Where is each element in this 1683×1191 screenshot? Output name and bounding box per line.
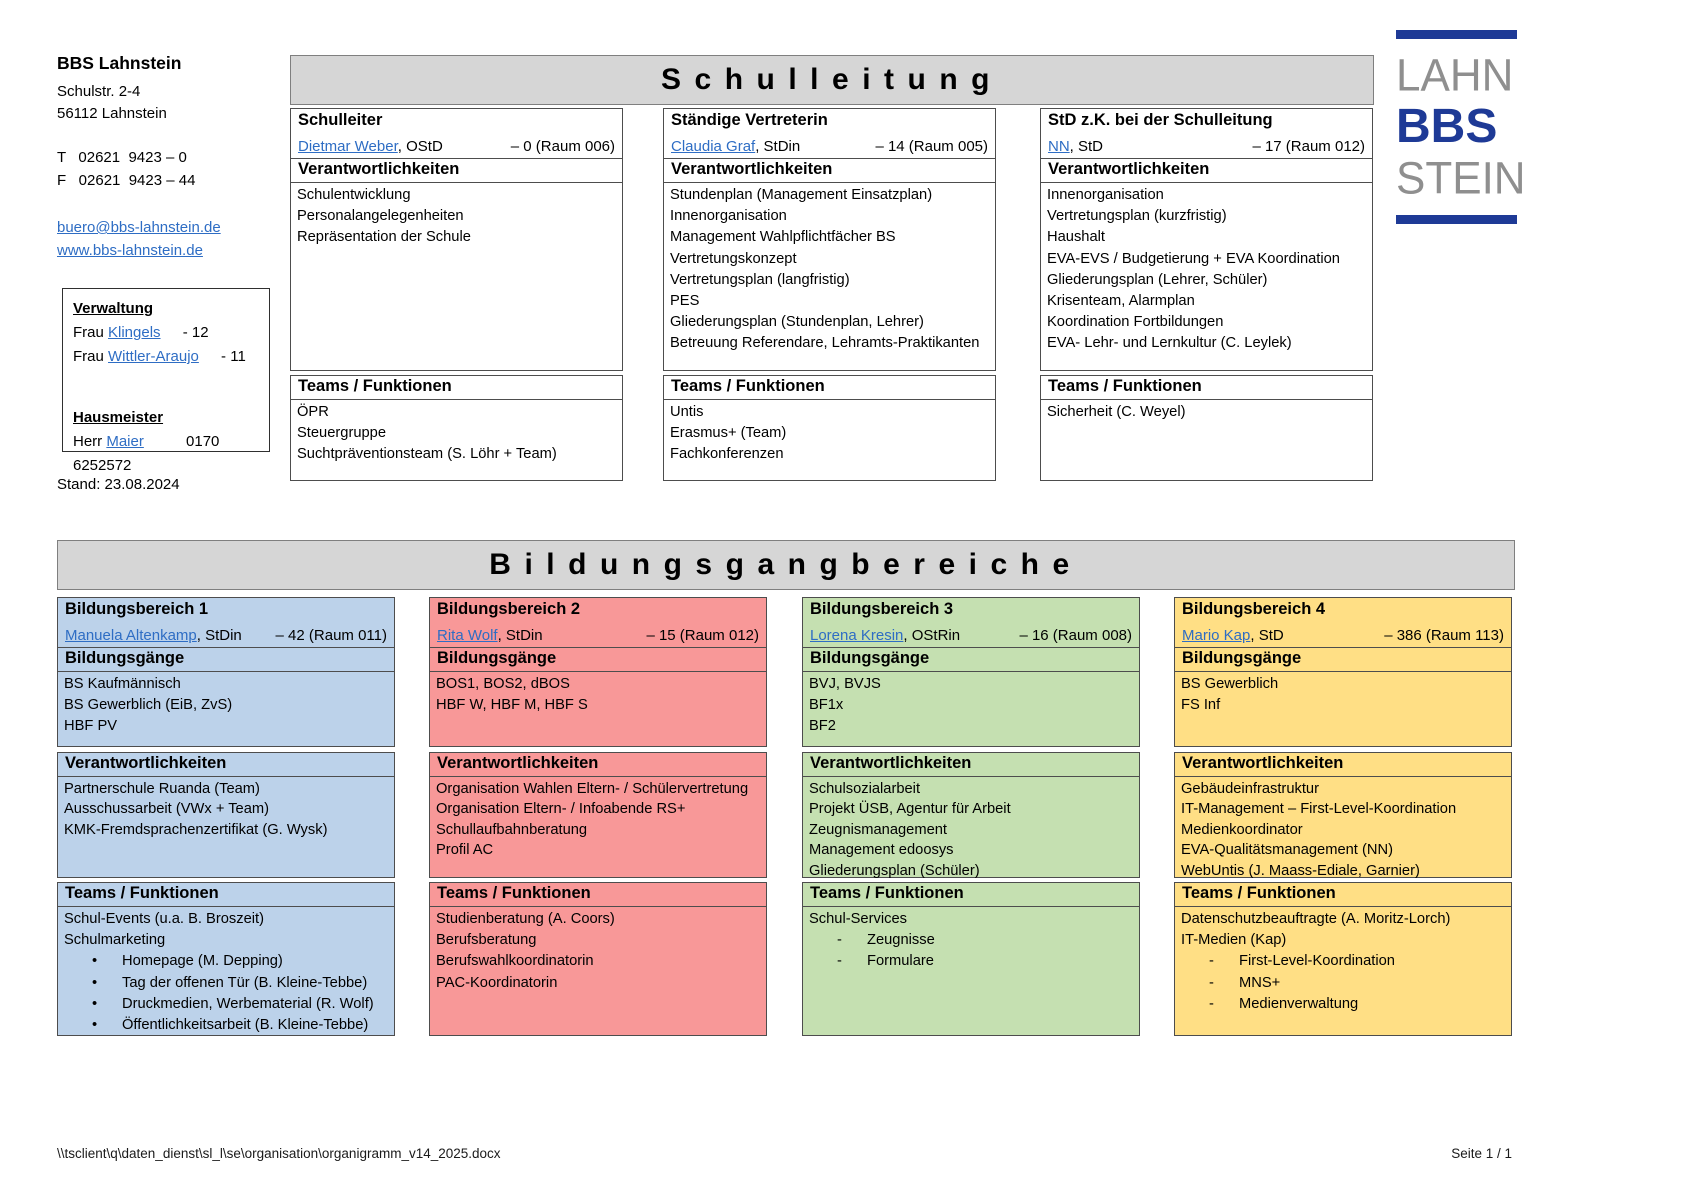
list-item: PES [670, 293, 700, 310]
list-item: - Zeugnisse [809, 930, 1133, 951]
verwaltung-title: Verwaltung [73, 300, 154, 317]
person-link[interactable]: Manuela Altenkamp [65, 626, 197, 644]
responsibilities-list [803, 777, 1139, 883]
list-item: Berufsberatung [436, 932, 537, 949]
logo-text-bbs: BBS [1396, 100, 1498, 153]
teams-list [803, 907, 1139, 930]
list-item: • Homepage (M. Depping) [64, 951, 388, 972]
person-link[interactable]: Mario Kap [1182, 626, 1251, 644]
teams-header: Teams / Funktionen [58, 883, 394, 907]
list-item: Sicherheit (C. Weyel) [1047, 404, 1186, 420]
responsibilities-list [430, 777, 766, 863]
logo-text-lahn: LAHN [1396, 50, 1514, 101]
logo-bar-bottom [1396, 215, 1517, 224]
bullet-marker: • [92, 1017, 98, 1034]
list-item: Studienberatung (A. Coors) [436, 911, 615, 927]
responsibilities-list [1175, 777, 1511, 883]
list-item: IT-Management – First-Level-Koordination [1181, 801, 1457, 818]
list-item: WebUntis (J. Maass-Ediale, Garnier) [1181, 862, 1420, 879]
bullet-marker: • [92, 995, 98, 1012]
list-item: Organisation Wahlen Eltern- / Schülervertretung [436, 781, 749, 797]
list-item: Vertretungskonzept [670, 250, 797, 267]
person-rank: , StDin [497, 626, 543, 644]
person-rank: , OStD [397, 137, 443, 155]
bullet-marker: - [1209, 974, 1214, 991]
person-link[interactable]: Claudia Graf [671, 137, 756, 155]
address-line-2: 56112 Lahnstein [57, 105, 167, 122]
list-item: • Öffentlichkeitsarbeit (B. Kleine-Tebbe) [64, 1015, 388, 1036]
teams-list [291, 400, 622, 468]
gaenge-header: Bildungsgänge [58, 648, 394, 672]
responsibilities-header: Verantwortlichkeiten [291, 159, 622, 183]
person-rank: , StDin [196, 626, 242, 644]
responsibilities-header: Verantwortlichkeiten [1041, 159, 1372, 183]
column-title: Bildungsbereich 1 [65, 600, 209, 618]
list-item: BS Kaufmännisch [64, 676, 181, 692]
person-contact: – 42 (Raum 011) [275, 626, 387, 644]
list-item: Gebäudeinfrastruktur [1181, 781, 1319, 797]
staff-phone: 0170 6252572 [73, 433, 220, 474]
footer-file-path: \\tsclient\q\daten_dienst\sl_l\se\organisation\organigramm_v14_2025.docx [57, 1146, 501, 1161]
staff-prefix: Herr [73, 433, 103, 450]
teams-list [1175, 907, 1511, 951]
person-link[interactable]: Dietmar Weber [298, 137, 398, 155]
stand-date: Stand: 23.08.2024 [57, 476, 180, 493]
list-item: BS Gewerblich [1181, 676, 1279, 692]
bildungsbereich-2-column [429, 597, 767, 1036]
person-rank: , StD [1250, 626, 1284, 644]
role-title: StD z.K. bei der Schulleitung [1048, 111, 1273, 129]
list-item: Profil AC [436, 842, 494, 859]
list-item: Organisation Eltern- / Infoabende RS+ [436, 801, 686, 818]
list-item: BF2 [809, 718, 836, 735]
teams-header: Teams / Funktionen [430, 883, 766, 907]
teams-list [1041, 400, 1372, 425]
teams-header: Teams / Funktionen [1041, 376, 1372, 400]
person-contact: – 16 (Raum 008) [1019, 626, 1132, 644]
list-item: Suchtpräventionsteam (S. Löhr + Team) [297, 446, 557, 463]
list-item: PAC-Koordinatorin [436, 974, 558, 991]
column-title: Bildungsbereich 4 [1182, 600, 1326, 618]
staff-row [73, 345, 259, 369]
responsibilities-list [291, 183, 622, 251]
school-contact-block [57, 53, 221, 262]
list-item: EVA- Lehr- und Lernkultur (C. Leylek) [1047, 335, 1292, 352]
bullet-marker: - [837, 953, 842, 970]
logo-bar-top [1396, 30, 1517, 39]
person-link[interactable]: Lorena Kresin [810, 626, 904, 644]
list-item: BS Gewerblich (EiB, ZvS) [64, 697, 233, 714]
footer-page-number: Seite 1 / 1 [1451, 1146, 1512, 1161]
staff-prefix: Frau [73, 324, 104, 341]
logo-text-stein: STEIN [1396, 153, 1526, 204]
list-item: FS Inf [1181, 697, 1221, 714]
list-item: - First-Level-Koordination [1181, 951, 1505, 972]
column-title: Bildungsbereich 3 [810, 600, 954, 618]
std-zk-column [1040, 108, 1373, 481]
list-item: Krisenteam, Alarmplan [1047, 293, 1195, 310]
website-link[interactable]: www.bbs-lahnstein.de [57, 242, 203, 259]
person-row [664, 134, 995, 159]
list-item: Medienkoordinator [1181, 821, 1303, 838]
list-item: Datenschutzbeauftragte (A. Moritz-Lorch) [1181, 911, 1451, 927]
responsibilities-header: Verantwortlichkeiten [803, 753, 1139, 777]
list-item: HBF PV [64, 718, 118, 735]
bullet-marker: - [1209, 995, 1214, 1012]
list-item: Erasmus+ (Team) [670, 425, 787, 442]
teams-header: Teams / Funktionen [664, 376, 995, 400]
list-item: BVJ, BVJS [809, 676, 881, 692]
responsibilities-list [58, 777, 394, 842]
fax-line: F 02621 9423 – 44 [57, 172, 196, 189]
person-rank: , StD [1069, 137, 1104, 155]
list-item: Gliederungsplan (Lehrer, Schüler) [1047, 271, 1268, 288]
responsibilities-header: Verantwortlichkeiten [58, 753, 394, 777]
staff-name-link[interactable]: Klingels [108, 324, 161, 341]
list-item: IT-Medien (Kap) [1181, 932, 1287, 949]
list-item: Innenorganisation [670, 208, 787, 225]
role-title: Schulleiter [298, 111, 383, 129]
teams-header: Teams / Funktionen [291, 376, 622, 400]
list-item: Partnerschule Ruanda (Team) [64, 781, 260, 797]
person-row [291, 134, 622, 159]
responsibilities-header: Verantwortlichkeiten [664, 159, 995, 183]
bildungsbereich-3-column [802, 597, 1140, 1036]
gaenge-list [430, 672, 766, 718]
bildungsgangbereiche-title: Bildungsgangbereiche [489, 548, 1083, 581]
person-row [803, 623, 1139, 648]
email-link[interactable]: buero@bbs-lahnstein.de [57, 219, 221, 236]
person-contact: – 0 (Raum 006) [510, 137, 615, 155]
staendige-vertreterin-column [663, 108, 996, 481]
school-name: BBS Lahnstein [57, 53, 182, 73]
list-item: Schullaufbahnberatung [436, 821, 588, 838]
list-item: EVA-EVS / Budgetierung + EVA Koordination [1047, 250, 1340, 267]
column-title: Bildungsbereich 2 [437, 600, 581, 618]
teams-sub-list [803, 930, 1139, 974]
list-item: - Medienverwaltung [1181, 994, 1505, 1015]
bullet-marker: • [92, 974, 98, 991]
teams-list [430, 907, 766, 996]
person-contact: – 14 (Raum 005) [875, 137, 988, 155]
list-item: Vertretungsplan (langfristig) [670, 271, 850, 288]
teams-list [664, 400, 995, 468]
list-item: Betreuung Referendare, Lehramts-Praktikanten [670, 335, 980, 352]
gaenge-list [803, 672, 1139, 740]
list-item: Schulentwicklung [297, 187, 411, 203]
person-contact: – 386 (Raum 113) [1384, 626, 1504, 644]
list-item: - MNS+ [1181, 973, 1505, 994]
person-rank: , OStRin [903, 626, 961, 644]
person-link[interactable]: Rita Wolf [437, 626, 498, 644]
schulleitung-banner [290, 55, 1374, 105]
schulleitung-title: Schulleitung [661, 63, 1003, 96]
list-item: KMK-Fremdsprachenzertifikat (G. Wysk) [64, 821, 328, 838]
list-item: Schulmarketing [64, 932, 166, 949]
list-item: Schul-Events (u.a. B. Broszeit) [64, 911, 264, 927]
list-item: Steuergruppe [297, 425, 387, 442]
bullet-marker: - [1209, 953, 1214, 970]
bildungsbereich-4-column [1174, 597, 1512, 1036]
list-item: Stundenplan (Management Einsatzplan) [670, 187, 933, 203]
list-item: Zeugnismanagement [809, 821, 947, 838]
bildungsbereich-1-column [57, 597, 395, 1036]
staff-name-link[interactable]: Wittler-Araujo [108, 348, 199, 365]
list-item: ÖPR [297, 404, 329, 420]
list-item: Schul-Services [809, 911, 907, 927]
teams-sub-list [1175, 951, 1511, 1017]
list-item: • Tag der offenen Tür (B. Kleine-Tebbe) [64, 973, 388, 994]
person-row [1175, 623, 1511, 648]
list-item: - Formulare [809, 951, 1133, 972]
gaenge-header: Bildungsgänge [1175, 648, 1511, 672]
list-item: Personalangelegenheiten [297, 208, 464, 225]
list-item: • Druckmedien, Werbematerial (R. Wolf) [64, 994, 388, 1015]
schulleiter-column [290, 108, 623, 481]
person-contact: – 15 (Raum 012) [646, 626, 759, 644]
teams-sub-list [58, 951, 394, 1038]
person-contact: – 17 (Raum 012) [1252, 137, 1365, 155]
bullet-marker: • [92, 953, 98, 970]
list-item: Gliederungsplan (Stundenplan, Lehrer) [670, 314, 924, 331]
list-item: Management Wahlpflichtfächer BS [670, 229, 896, 246]
hausmeister-title: Hausmeister [73, 409, 164, 426]
gaenge-header: Bildungsgänge [430, 648, 766, 672]
gaenge-header: Bildungsgänge [803, 648, 1139, 672]
bullet-marker: - [837, 932, 842, 949]
staff-name-link[interactable]: Maier [106, 433, 144, 450]
verwaltung-box [62, 288, 270, 474]
list-item: Gliederungsplan (Schüler) [809, 862, 980, 879]
person-row [1041, 134, 1372, 159]
list-item: BF1x [809, 697, 844, 714]
list-item: EVA-Qualitätsmanagement (NN) [1181, 842, 1393, 859]
list-item: Fachkonferenzen [670, 446, 784, 463]
list-item: Ausschussarbeit (VWx + Team) [64, 801, 270, 818]
responsibilities-header: Verantwortlichkeiten [1175, 753, 1511, 777]
bbs-lahnstein-logo [1396, 30, 1526, 224]
list-item: Berufswahlkoordinatorin [436, 953, 594, 970]
staff-extension: - 11 [221, 348, 246, 365]
responsibilities-list [664, 183, 995, 357]
list-item: Haushalt [1047, 229, 1105, 246]
list-item: Untis [670, 404, 704, 420]
responsibilities-list [1041, 183, 1372, 357]
list-item: BOS1, BOS2, dBOS [436, 676, 570, 692]
teams-list [58, 907, 394, 951]
staff-row [73, 321, 259, 345]
list-item: Projekt ÜSB, Agentur für Arbeit [809, 801, 1011, 818]
staff-prefix: Frau [73, 348, 104, 365]
list-item: Koordination Fortbildungen [1047, 314, 1224, 331]
person-link[interactable]: NN [1048, 137, 1070, 155]
gaenge-list [58, 672, 394, 740]
responsibilities-header: Verantwortlichkeiten [430, 753, 766, 777]
person-row [58, 623, 394, 648]
list-item: Management edoosys [809, 842, 954, 859]
bildungsgangbereiche-banner [57, 540, 1515, 590]
list-item: Vertretungsplan (kurzfristig) [1047, 208, 1227, 225]
role-title: Ständige Vertreterin [671, 111, 828, 129]
list-item: Repräsentation der Schule [297, 229, 471, 246]
teams-header: Teams / Funktionen [803, 883, 1139, 907]
address-line-1: Schulstr. 2-4 [57, 83, 141, 100]
gaenge-list [1175, 672, 1511, 718]
list-item: Schulsozialarbeit [809, 781, 921, 797]
staff-row [73, 430, 259, 478]
list-item: HBF W, HBF M, HBF S [436, 697, 588, 714]
list-item: Innenorganisation [1047, 187, 1164, 203]
person-row [430, 623, 766, 648]
staff-extension: - 12 [182, 324, 209, 341]
teams-header: Teams / Funktionen [1175, 883, 1511, 907]
person-rank: , StDin [755, 137, 801, 155]
phone-line: T 02621 9423 – 0 [57, 149, 187, 166]
